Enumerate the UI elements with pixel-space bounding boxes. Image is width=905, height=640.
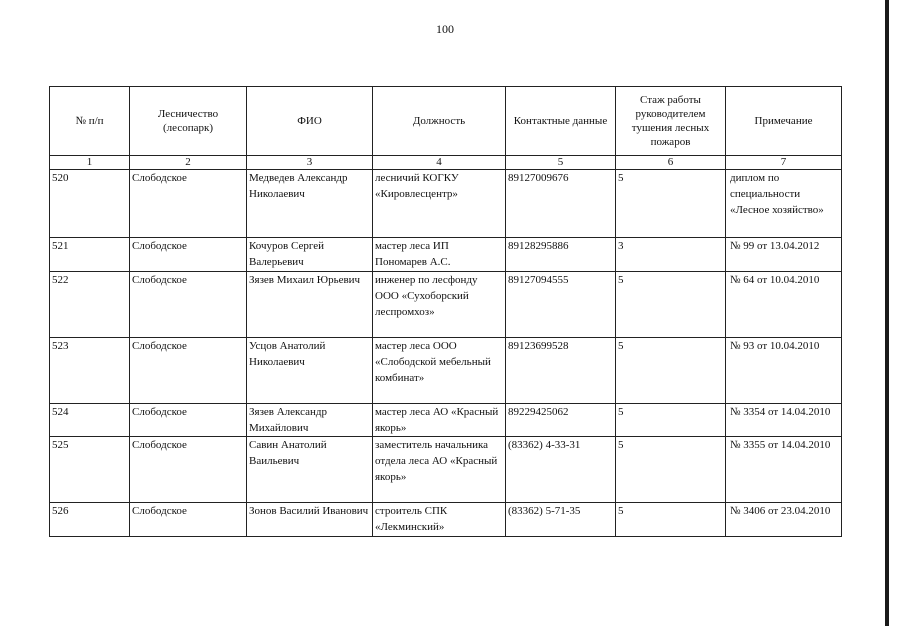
cell-experience: 5 [616,338,726,404]
cell-contact: (83362) 4-33-31 [506,437,616,503]
column-number: 3 [247,156,373,170]
cell-name: Зязев Александр Михайлович [247,404,373,437]
cell-num: 526 [50,503,130,537]
cell-name: Савин Анатолий Ваильевич [247,437,373,503]
cell-num: 524 [50,404,130,437]
table-row [50,170,842,238]
column-number: 7 [726,156,842,170]
cell-forestry: Слободское [130,503,247,537]
column-number: 5 [506,156,616,170]
header-cell-num: № п/п [50,87,130,156]
column-number: 4 [373,156,506,170]
table-row [50,238,842,272]
cell-num: 521 [50,238,130,272]
column-number: 2 [130,156,247,170]
cell-position: лесничий КОГКУ «Кировлесцентр» [373,170,506,238]
cell-experience: 5 [616,503,726,537]
page-edge-rule [885,0,889,626]
cell-position: мастер леса АО «Красный якорь» [373,404,506,437]
cell-name: Кочуров Сергей Валерьевич [247,238,373,272]
cell-name: Медведев Александр Николаевич [247,170,373,238]
cell-forestry: Слободское [130,338,247,404]
cell-note: № 99 от 13.04.2012 [726,238,842,272]
cell-experience: 5 [616,272,726,338]
header-cell-position: Должность [373,87,506,156]
cell-forestry: Слободское [130,170,247,238]
cell-note: № 64 от 10.04.2010 [726,272,842,338]
cell-name: Усцов Анатолий Николаевич [247,338,373,404]
cell-contact: 89128295886 [506,238,616,272]
cell-contact: 89127094555 [506,272,616,338]
cell-experience: 3 [616,238,726,272]
header-cell-note: Примечание [726,87,842,156]
column-number: 1 [50,156,130,170]
cell-forestry: Слободское [130,437,247,503]
cell-experience: 5 [616,170,726,238]
table-row [50,404,842,437]
table-row [50,503,842,537]
staff-table [49,86,842,537]
table-row [50,437,842,503]
column-number-row [50,156,842,170]
header-cell-contact: Контактные данные [506,87,616,156]
cell-contact: 89123699528 [506,338,616,404]
cell-forestry: Слободское [130,404,247,437]
header-row [50,87,842,156]
cell-num: 525 [50,437,130,503]
cell-position: строитель СПК «Лекминский» [373,503,506,537]
cell-position: заместитель начальника отдела леса АО «Красный якорь» [373,437,506,503]
staff-table-wrapper [49,86,841,537]
cell-num: 520 [50,170,130,238]
cell-forestry: Слободское [130,272,247,338]
table-row [50,272,842,338]
cell-note: № 3355 от 14.04.2010 [726,437,842,503]
header-cell-forestry: Лесничество (лесопарк) [130,87,247,156]
cell-note: № 3406 от 23.04.2010 [726,503,842,537]
table-row [50,338,842,404]
cell-note: диплом по специальности «Лесное хозяйство» [726,170,842,238]
cell-experience: 5 [616,437,726,503]
cell-position: мастер леса ИП Пономарев А.С. [373,238,506,272]
header-cell-name: ФИО [247,87,373,156]
cell-contact: 89229425062 [506,404,616,437]
cell-name: Зязев Михаил Юрьевич [247,272,373,338]
cell-experience: 5 [616,404,726,437]
cell-contact: 89127009676 [506,170,616,238]
cell-name: Зонов Василий Иванович [247,503,373,537]
cell-num: 522 [50,272,130,338]
cell-note: № 3354 от 14.04.2010 [726,404,842,437]
cell-position: мастер леса ООО «Слободской мебельный комбинат» [373,338,506,404]
column-number: 6 [616,156,726,170]
cell-position: инженер по лесфонду ООО «Сухоборский леспромхоз» [373,272,506,338]
cell-num: 523 [50,338,130,404]
cell-forestry: Слободское [130,238,247,272]
header-cell-experience: Стаж работы руководителем тушения лесных пожаров [616,87,726,156]
page-number: 100 [436,22,454,36]
cell-contact: (83362) 5-71-35 [506,503,616,537]
cell-note: № 93 от 10.04.2010 [726,338,842,404]
